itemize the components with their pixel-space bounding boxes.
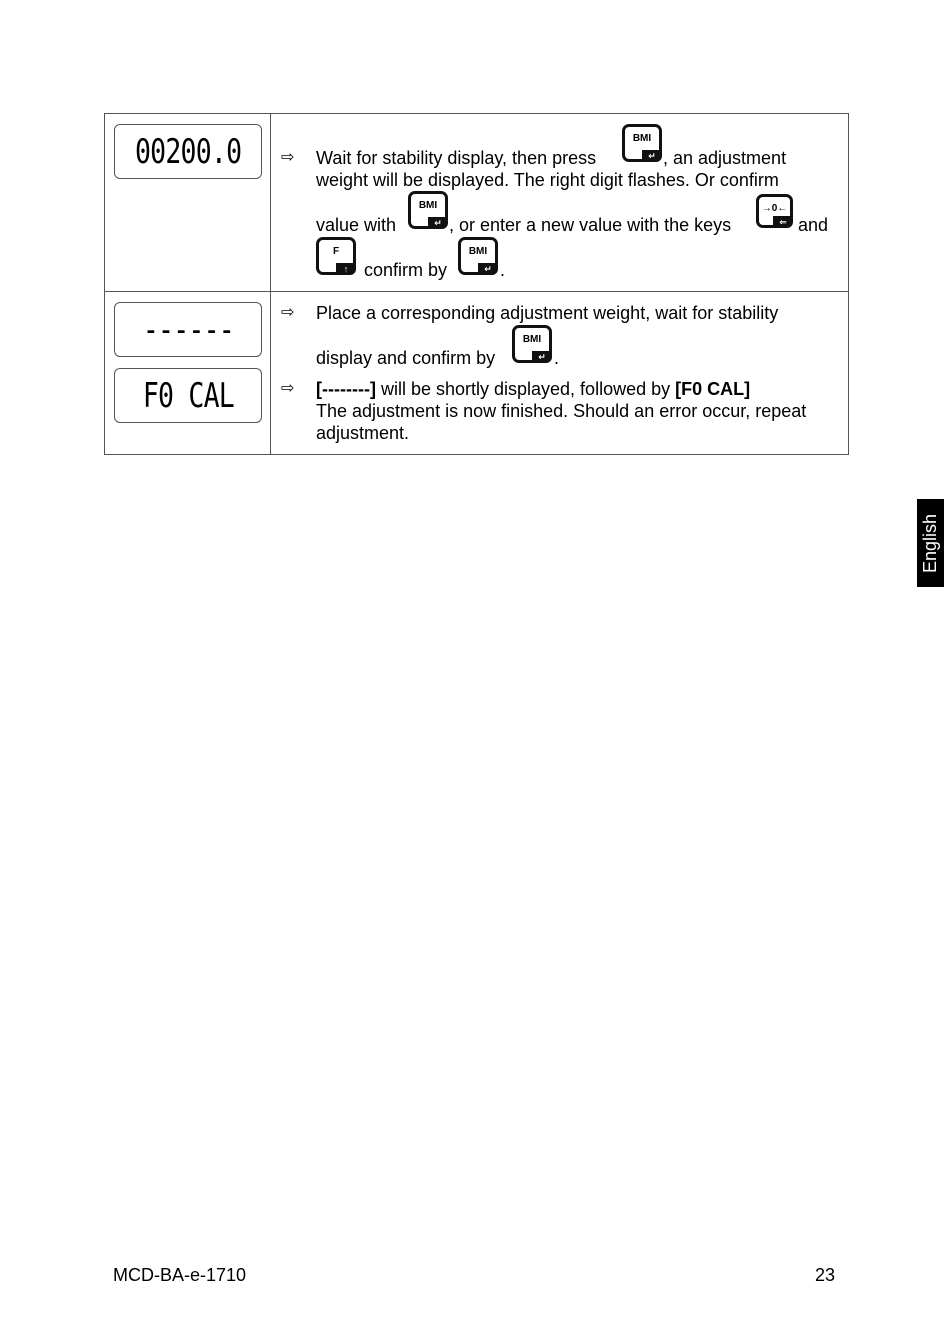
lcd-text: ------ <box>142 309 234 350</box>
document-id: MCD-BA-e-1710 <box>113 1265 247 1285</box>
lcd-text: F0 CAL <box>142 375 234 416</box>
bmi-key-icon: BMI ↵ <box>458 237 498 275</box>
page-number: 23 <box>815 1265 836 1285</box>
bmi-key-icon: BMI ↵ <box>512 325 552 363</box>
instruction-text <box>316 378 750 400</box>
bold-text: [--------] <box>316 379 376 399</box>
instruction-text: , an adjustment <box>663 148 787 168</box>
lcd-display <box>114 368 262 423</box>
instruction-text: , or enter a new value with the keys <box>449 215 732 235</box>
bmi-key-icon: BMI ↵ <box>408 191 448 229</box>
instruction-text: Place a corresponding adjustment weight, wait for stability <box>316 303 779 323</box>
bmi-key-icon: BMI ↵ <box>622 124 662 162</box>
lcd-display <box>114 302 262 357</box>
instruction-text: weight will be displayed. The right digit flashes. Or confirm <box>316 170 779 190</box>
instruction-text: The adjustment is now finished. Should an error occur, repeat <box>316 401 807 421</box>
lcd-text: 00200.0 <box>134 131 242 172</box>
instruction-text: value with <box>316 215 397 235</box>
instruction-text: Wait for stability display, then press <box>316 148 597 168</box>
lcd-display <box>114 124 262 179</box>
instruction-text: confirm by <box>364 260 448 280</box>
arrow-icon: ⇨ <box>281 304 295 321</box>
language-label: English <box>920 513 941 573</box>
table-row <box>105 291 848 454</box>
instruction-text: and <box>798 215 829 235</box>
instruction-text: display and confirm by <box>316 348 496 368</box>
zero-key-icon: →0← ⇐ <box>756 194 793 228</box>
instruction-table <box>104 113 849 455</box>
instruction-text: . <box>554 348 560 368</box>
table-row <box>105 114 848 291</box>
arrow-icon: ⇨ <box>281 380 295 397</box>
arrow-icon: ⇨ <box>281 149 295 166</box>
instruction-text: will be shortly displayed, followed by <box>380 379 671 399</box>
instruction-text: . <box>500 260 506 280</box>
language-tab <box>917 499 944 587</box>
f-key-icon: F ↑ <box>316 237 356 275</box>
display-cell <box>105 292 271 454</box>
bold-text: [F0 CAL] <box>675 379 751 399</box>
instruction-cell <box>271 292 848 454</box>
display-cell <box>105 114 271 291</box>
instruction-cell <box>271 114 848 291</box>
instruction-text: adjustment. <box>316 423 410 443</box>
